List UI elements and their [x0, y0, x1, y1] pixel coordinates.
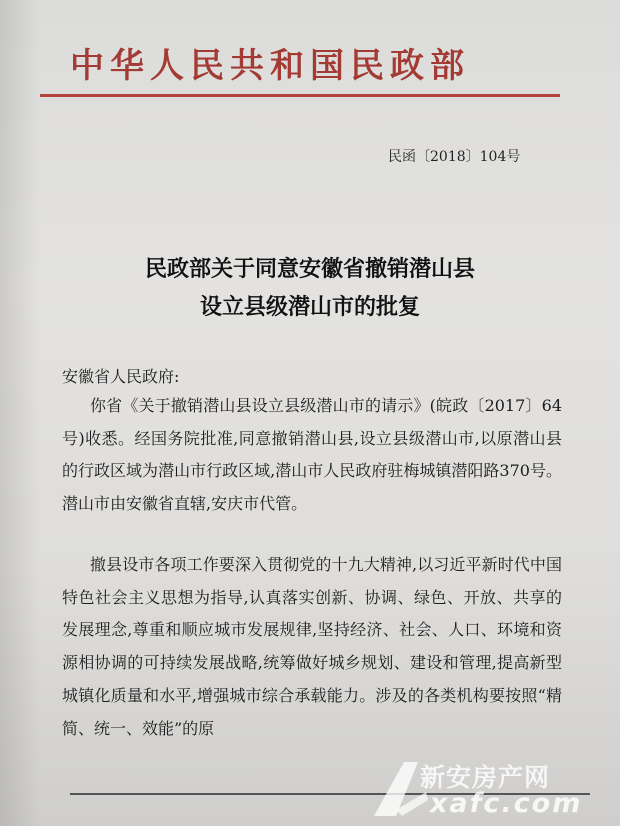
document-title — [60, 250, 560, 326]
issuing-authority-header: 中华人民共和国民政部 — [70, 46, 470, 86]
document-title-line-1: 民政部关于同意安徽省撤销潜山县 — [144, 256, 475, 282]
watermark-domain: xafc.com — [430, 788, 583, 819]
header-red-rule — [40, 94, 560, 97]
body-paragraph-1: 你省《关于撤销潜山县设立县级潜山市的请示》(皖政〔2017〕64号)收悉。经国务院批准,同意撤销潜山县,设立县级潜山市,以原潜山县的行政区域为潜山市行政区域,潜山市人民政府驻梅城镇潜阳路370号。潜山市由安徽省直辖,安庆市代管。 — [62, 396, 562, 514]
addressee: 安徽省人民政府: — [62, 367, 180, 386]
body-paragraph-2: 撤县设市各项工作要深入贯彻党的十九大精神,以习近平新时代中国特色社会主义思想为指导,认真落实创新、协调、绿色、开放、共享的发展理念,尊重和顺应城市发展规律,坚持经济、社会、人口、环境和资源相协调的可持续发展战略,统筹做好城乡规划、建设和管理,提高新型城镇化质量和水平,增强城市综合承载能力。涉及的各类机构要按照“精简、统一、效能”的原 — [62, 555, 562, 738]
watermark-site-name: 新安房产网 — [420, 763, 551, 792]
page-shadow — [0, 0, 40, 826]
document-title-line-2: 设立县级潜山市的批复 — [199, 294, 420, 320]
document-number: 民函〔2018〕104号 — [388, 149, 521, 165]
